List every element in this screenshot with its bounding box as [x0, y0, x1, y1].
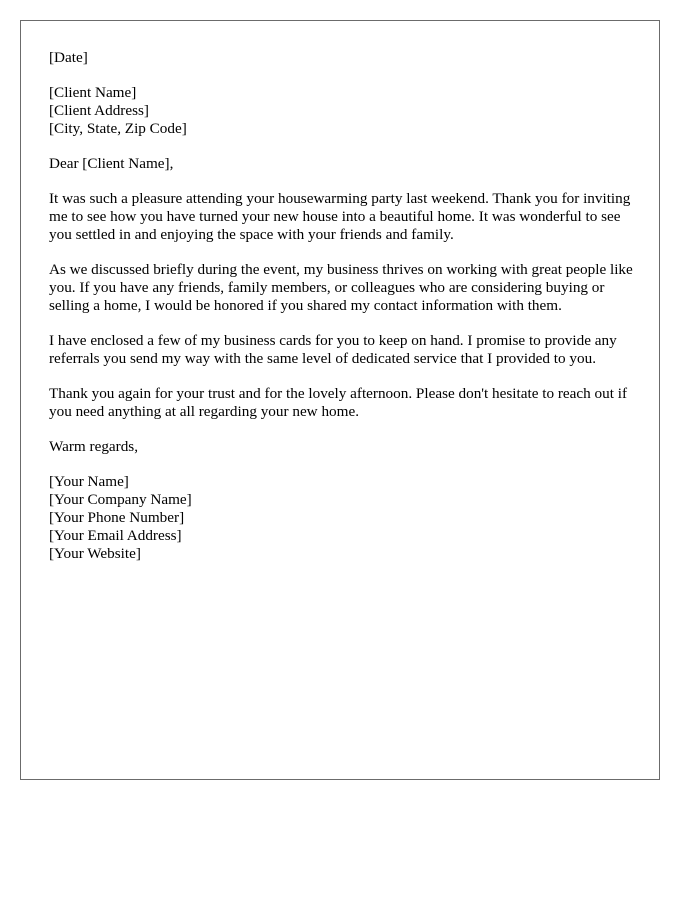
date-block: [49, 49, 634, 67]
recipient-name: [Client Name]: [49, 84, 137, 101]
signature-website: [Your Website]: [49, 545, 141, 562]
salutation-block: [49, 155, 634, 173]
letter-body: [49, 49, 634, 580]
salutation: Dear [Client Name],: [49, 155, 174, 172]
paragraph-closing-note: Thank you again for your trust and for the lovely afternoon. Please don't hesitate to reach out if you need anything at all regarding your new home.: [49, 385, 628, 420]
letter-page: [20, 20, 660, 780]
signature-phone: [Your Phone Number]: [49, 509, 185, 526]
closing-block: [49, 438, 634, 456]
signature-block: [49, 473, 634, 563]
recipient-city-state-zip: [City, State, Zip Code]: [49, 120, 187, 137]
recipient-address: [Client Address]: [49, 102, 149, 119]
paragraph-thank-you: It was such a pleasure attending your housewarming party last weekend. Thank you for inviting me to see how you have turned your new house into a beautiful home. It was wonderful to see you settled in and enjoying the space with your friends and family.: [49, 190, 631, 243]
paragraph-referral-request: As we discussed briefly during the event, my business thrives on working with great people like you. If you have any friends, family members, or colleagues who are considering buying or selling a home, I would be honored if you shared my contact information with them.: [49, 261, 633, 314]
signature-email: [Your Email Address]: [49, 527, 182, 544]
date-line: [Date]: [49, 49, 88, 66]
closing: Warm regards,: [49, 438, 139, 455]
paragraph-business-cards: I have enclosed a few of my business cards for you to keep on hand. I promise to provide any referrals you send my way with the same level of dedicated service that I provided to you.: [49, 332, 617, 367]
signature-company: [Your Company Name]: [49, 491, 192, 508]
signature-name: [Your Name]: [49, 473, 129, 490]
recipient-address-block: [49, 84, 634, 138]
